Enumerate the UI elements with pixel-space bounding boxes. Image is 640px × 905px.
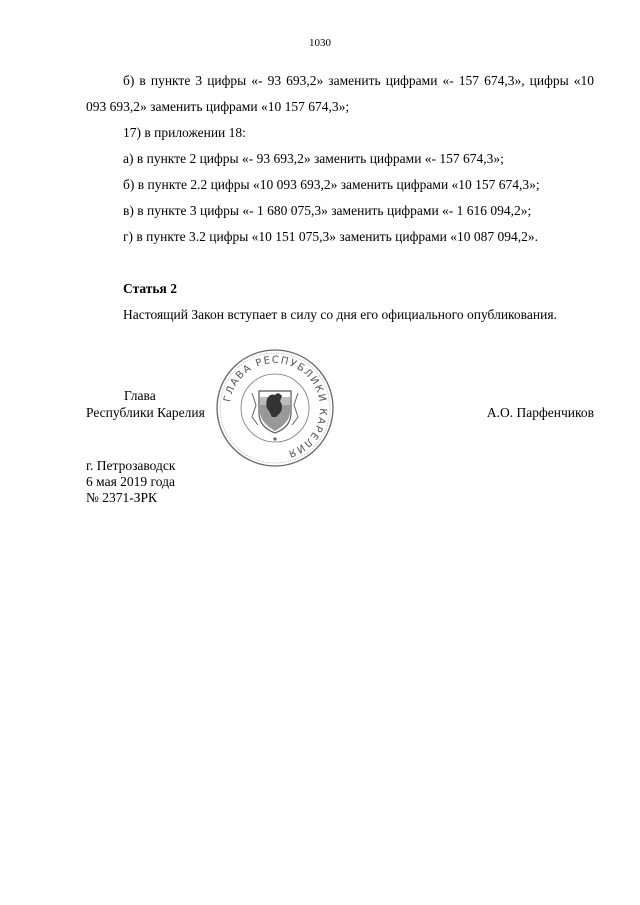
paragraph-4: б) в пункте 2.2 цифры «10 093 693,2» заменить цифрами «10 157 674,3»; xyxy=(123,177,540,192)
paragraph-3: а) в пункте 2 цифры «- 93 693,2» заменить цифрами «- 157 674,3»; xyxy=(123,151,504,166)
paragraph-5: в) в пункте 3 цифры «- 1 680 075,3» заменить цифрами «- 1 616 094,2»; xyxy=(123,203,532,218)
signatory-title-line-2: Республики Карелия xyxy=(86,405,205,420)
paragraph-1: б) в пункте 3 цифры «- 93 693,2» заменить цифрами «- 157 674,3», цифры «10 093 693,2» заменить цифрами «10 157 674,3»; xyxy=(86,73,594,114)
page-number: 1030 xyxy=(309,37,331,49)
seal-text: ГЛАВА РЕСПУБЛИКИ КАРЕЛИЯ xyxy=(222,354,329,460)
article-text: Настоящий Закон вступает в силу со дня его официального опубликования. xyxy=(123,307,557,322)
coat-of-arms-icon xyxy=(252,391,298,441)
paragraph-6: г) в пункте 3.2 цифры «10 151 075,3» заменить цифрами «10 087 094,2». xyxy=(123,229,538,244)
official-seal xyxy=(214,347,336,469)
date: 6 мая 2019 года xyxy=(86,474,175,489)
paragraph-2: 17) в приложении 18: xyxy=(123,125,246,140)
article-heading: Статья 2 xyxy=(123,281,177,296)
law-number: № 2371-ЗРК xyxy=(86,490,158,505)
place-date-number xyxy=(86,458,175,506)
signatory-title-line-1: Глава xyxy=(124,388,156,403)
document-body xyxy=(86,68,594,328)
signatory-name: А.О. Парфенчиков xyxy=(486,405,594,420)
city: г. Петрозаводск xyxy=(86,458,176,473)
